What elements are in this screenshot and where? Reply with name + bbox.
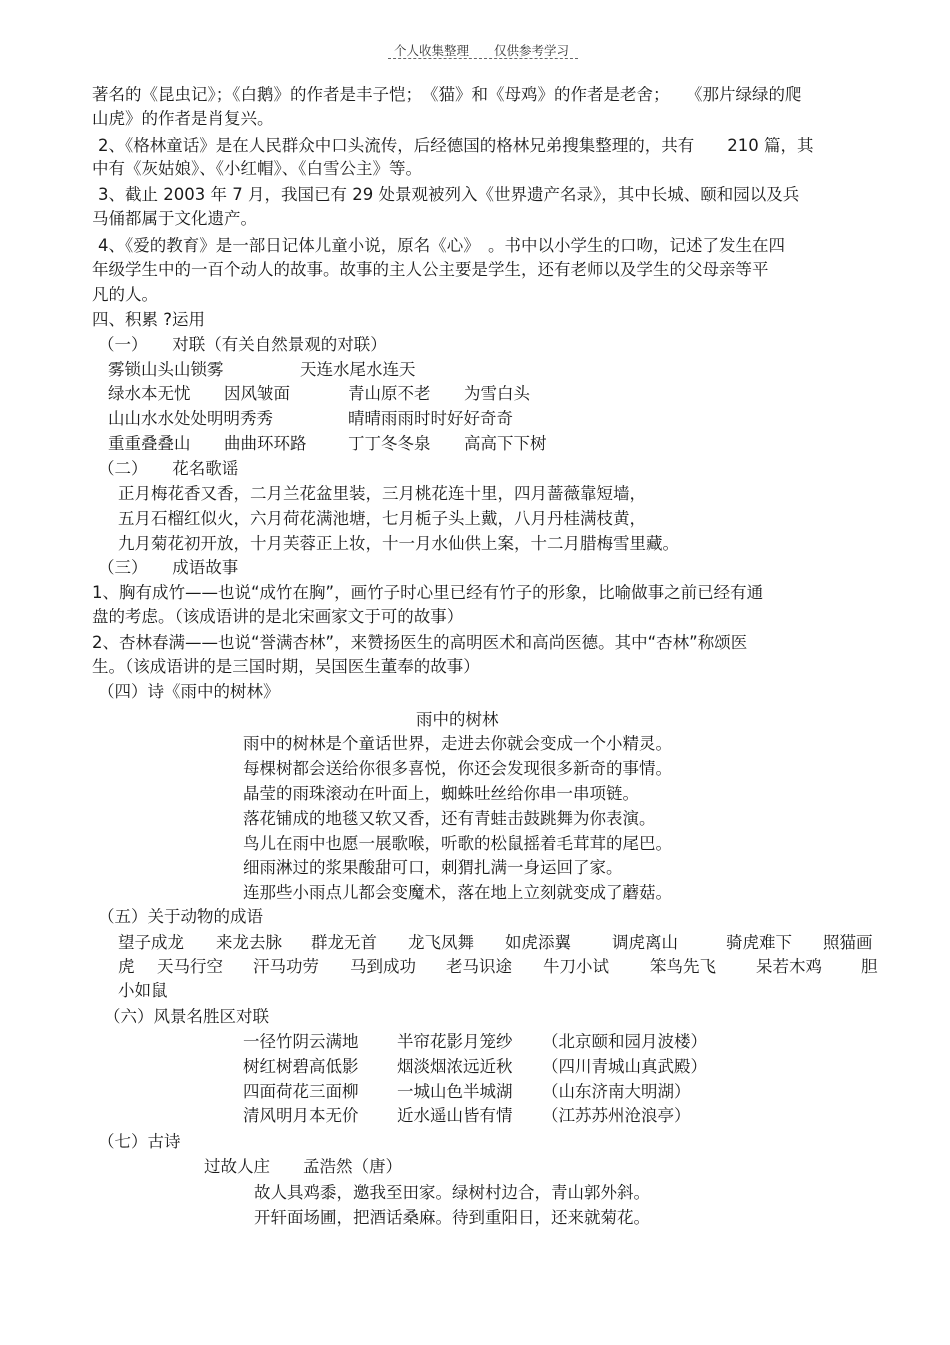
couplet-text: 绿水本无忧 <box>108 384 191 403</box>
poem-line: 落花铺成的地毯又软又香，还有青蛙击鼓跳舞为你表演。 <box>243 809 656 828</box>
idiom-item: 调虎离山 <box>612 933 678 952</box>
flower-line: 九月菊花初开放，十月芙蓉正上妆，十一月水仙供上案，十二月腊梅雪里藏。 <box>118 534 679 553</box>
idiom-item: 汗马功劳 <box>253 957 319 976</box>
flower-line: 正月梅花香又香，二月兰花盆里装，三月桃花连十里，四月蔷薇靠短墙， <box>118 484 646 503</box>
para-4-line-1: 4、《爱的教育》是一部日记体儿童小说，原名《心》 。书中以小学生的口吻，记述了发生在四 <box>98 236 785 255</box>
para-2-line-1: 2、《格林童话》是在人民群众中口头流传，后经德国的格林兄弟搜集整理的，共有 210 篇，其 <box>98 136 814 155</box>
scenic-couplet: 半帘花影月笼纱 <box>397 1032 513 1051</box>
animal-idioms-heading: （五）关于动物的成语 <box>98 907 263 926</box>
couplet-text: 雾锁山头山锁雾 <box>108 360 224 379</box>
couplet-text: 丁丁冬冬泉 <box>348 434 431 453</box>
header-divider <box>388 58 578 59</box>
idiom-2-line-1: 2、杏林春满——也说“誉满杏林”，来赞扬医生的高明医术和高尚医德。其中“杏林”称颂医 <box>92 633 748 652</box>
scenic-location: （四川青城山真武殿） <box>542 1057 707 1076</box>
para-1-line-1: 著名的《昆虫记》；《白鹅》的作者是丰子恺； 《猫》和《母鸡》的作者是老舍； 《那片绿绿的爬 <box>92 85 802 104</box>
scenic-couplet: 四面荷花三面柳 <box>243 1082 359 1101</box>
poem-line: 细雨淋过的浆果酸甜可口，刺猬扎满一身运回了家。 <box>243 858 623 877</box>
couplets-heading: （一） 对联（有关自然景观的对联） <box>98 335 387 354</box>
poem-line: 连那些小雨点儿都会变魔术，落在地上立刻就变成了蘑菇。 <box>243 883 672 902</box>
ancient-poem-line: 故人具鸡黍，邀我至田家。绿树村边合，青山郭外斜。 <box>254 1183 650 1202</box>
scenic-couplet: 树红树碧高低影 <box>243 1057 359 1076</box>
para-4-line-3: 凡的人。 <box>92 285 158 304</box>
flower-line: 五月石榴红似火，六月荷花满池塘，七月栀子头上戴，八月丹桂满枝黄， <box>118 509 646 528</box>
scenic-couplet: 烟淡烟浓远近秋 <box>397 1057 513 1076</box>
para-3-line-1: 3、截止 2003 年 7 月，我国已有 29 处景观被列入《世界遗产名录》，其中长城、颐和园以及兵 <box>98 185 800 204</box>
idiom-item: 如虎添翼 <box>505 933 571 952</box>
idiom-item: 天马行空 <box>157 957 223 976</box>
poem-heading: （四）诗《雨中的树林》 <box>98 682 280 701</box>
idiom-item: 牛刀小试 <box>543 957 609 976</box>
ancient-poem-title: 过故人庄 孟浩然（唐） <box>204 1157 402 1176</box>
scenic-couplet: 清风明月本无价 <box>243 1106 359 1125</box>
idiom-item: 虎 <box>118 957 135 976</box>
idiom-item: 老马识途 <box>446 957 512 976</box>
ancient-poem-line: 开轩面场圃，把酒话桑麻。待到重阳日，还来就菊花。 <box>254 1208 650 1227</box>
poem-title: 雨中的树林 <box>416 710 499 729</box>
idiom-item: 呆若木鸡 <box>756 957 822 976</box>
ancient-poem-heading: （七）古诗 <box>98 1132 181 1151</box>
scenic-heading: （六）风景名胜区对联 <box>104 1007 269 1026</box>
poem-line: 晶莹的雨珠滚动在叶面上，蜘蛛吐丝给你串一串项链。 <box>243 784 639 803</box>
idiom-item: 照猫画 <box>823 933 873 952</box>
couplet-text: 天连水尾水连天 <box>300 360 416 379</box>
couplet-text: 因风皱面 <box>224 384 290 403</box>
para-2-line-2: 中有《灰姑娘》、《小红帽》、《白雪公主》等。 <box>92 159 422 178</box>
scenic-couplet: 近水遥山皆有情 <box>397 1106 513 1125</box>
idiom-item: 来龙去脉 <box>216 933 282 952</box>
idiom-item: 笨鸟先飞 <box>650 957 716 976</box>
idiom-item: 望子成龙 <box>118 933 184 952</box>
idiom-item: 骑虎难下 <box>726 933 792 952</box>
poem-line: 每棵树都会送给你很多喜悦，你还会发现很多新奇的事情。 <box>243 759 672 778</box>
scenic-location: （江苏苏州沧浪亭） <box>542 1106 691 1125</box>
idiom-1-line-2: 盘的考虑。（该成语讲的是北宋画家文于可的故事） <box>92 607 464 626</box>
flowers-heading: （二） 花名歌谣 <box>98 459 239 478</box>
scenic-location: （北京颐和园月波楼） <box>542 1032 707 1051</box>
idiom-item: 胆 <box>861 957 878 976</box>
scenic-couplet: 一径竹阴云满地 <box>243 1032 359 1051</box>
page-header: 个人收集整理 仅供参考学习 <box>394 43 570 58</box>
couplet-text: 晴晴雨雨时时好好奇奇 <box>348 409 513 428</box>
idiom-item: 小如鼠 <box>118 981 168 1000</box>
scenic-location: （山东济南大明湖） <box>542 1082 691 1101</box>
idiom-item: 龙飞凤舞 <box>408 933 474 952</box>
idiom-2-line-2: 生。（该成语讲的是三国时期，吴国医生董奉的故事） <box>92 657 480 676</box>
poem-line: 雨中的树林是个童话世界，走进去你就会变成一个小精灵。 <box>243 734 672 753</box>
idiom-item: 群龙无首 <box>311 933 377 952</box>
para-1-line-2: 山虎》的作者是肖复兴。 <box>92 109 274 128</box>
couplet-text: 为雪白头 <box>464 384 530 403</box>
para-3-line-2: 马俑都属于文化遗产。 <box>92 209 257 228</box>
couplet-text: 曲曲环环路 <box>224 434 307 453</box>
idiom-item: 马到成功 <box>350 957 416 976</box>
couplet-text: 山山水水处处明明秀秀 <box>108 409 273 428</box>
couplet-text: 高高下下树 <box>464 434 547 453</box>
section-4-title: 四、积累 ?运用 <box>92 310 206 329</box>
couplet-text: 青山原不老 <box>348 384 431 403</box>
poem-line: 鸟儿在雨中也愿一展歌喉，听歌的松鼠摇着毛茸茸的尾巴。 <box>243 834 672 853</box>
scenic-couplet: 一城山色半城湖 <box>397 1082 513 1101</box>
idioms-heading: （三） 成语故事 <box>98 558 239 577</box>
idiom-1-line-1: 1、胸有成竹——也说“成竹在胸”，画竹子时心里已经有竹子的形象，比喻做事之前已经有通 <box>92 583 764 602</box>
couplet-text: 重重叠叠山 <box>108 434 191 453</box>
para-4-line-2: 年级学生中的一百个动人的故事。故事的主人公主要是学生，还有老师以及学生的父母亲等平 <box>92 260 769 279</box>
